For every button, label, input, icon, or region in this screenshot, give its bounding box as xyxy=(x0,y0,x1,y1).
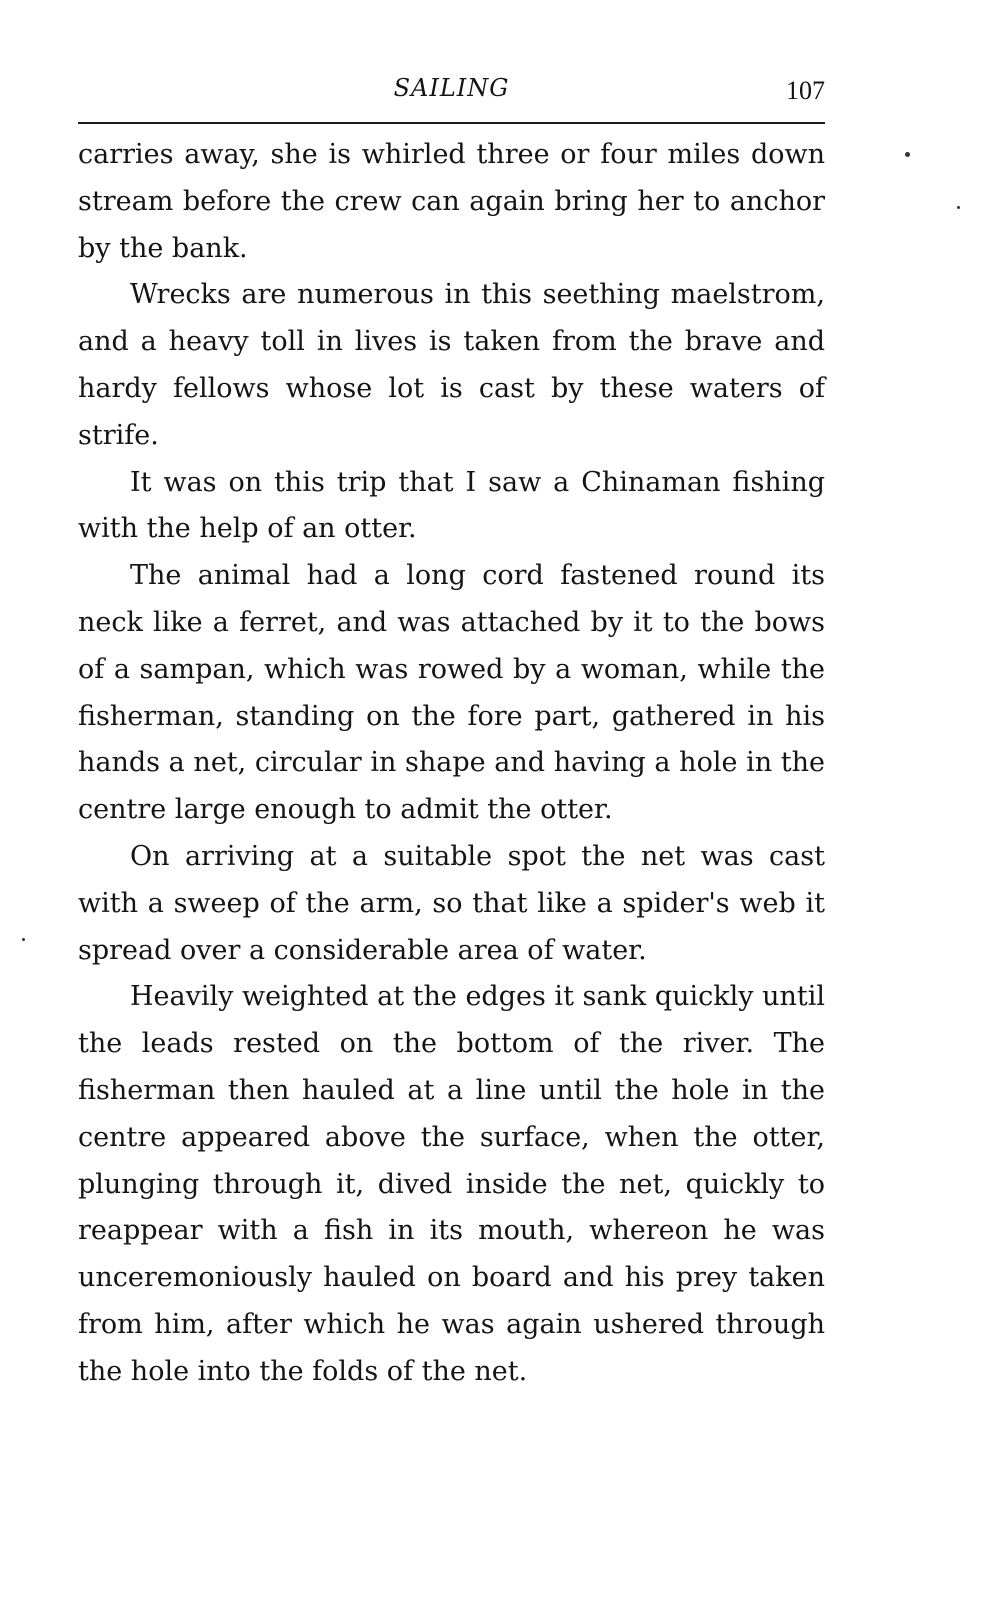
ink-speck xyxy=(957,206,960,209)
ink-speck xyxy=(905,152,910,157)
running-head xyxy=(78,68,825,108)
paragraph: Heavily weighted at the edges it sank quickly until the leads rested on the bottom of the river. The fisherman then hauled at a line until the hole in the centre appeared above the surface, when the otter, plunging through it, dived inside the net, quickly to reappear with a fish in its mouth, whereon he was unceremoniously hauled on board and his prey taken from him, after which he was again ushered through the hole into the folds of the net. xyxy=(78,981,825,1387)
ink-speck xyxy=(22,938,25,941)
running-head-title: SAILING xyxy=(393,74,510,102)
paragraph: On arriving at a suitable spot the net was cast with a sweep of the arm, so that like a spider's web it spread over a considerable area of water. xyxy=(78,840,825,966)
header-rule xyxy=(78,122,825,124)
paragraph-continued: carries away, she is whirled three or four miles down stream before the crew can again bring her to anchor by the bank. xyxy=(78,139,825,264)
body-text xyxy=(78,132,825,1396)
paragraph: Wrecks are numerous in this seething maelstrom, and a heavy toll in lives is taken from the brave and hardy fellows whose lot is cast by these waters of strife. xyxy=(78,279,825,451)
paragraph: The animal had a long cord fastened round its neck like a ferret, and was attached by it to the bows of a sampan, which was rowed by a woman, while the fisherman, standing on the fore part, gathered in his hands a net, circular in shape and having a hole in the centre large enough to admit the otter. xyxy=(78,560,825,826)
page-number: 107 xyxy=(786,76,825,105)
paragraph: It was on this trip that I saw a Chinaman fishing with the help of an otter. xyxy=(78,466,825,545)
